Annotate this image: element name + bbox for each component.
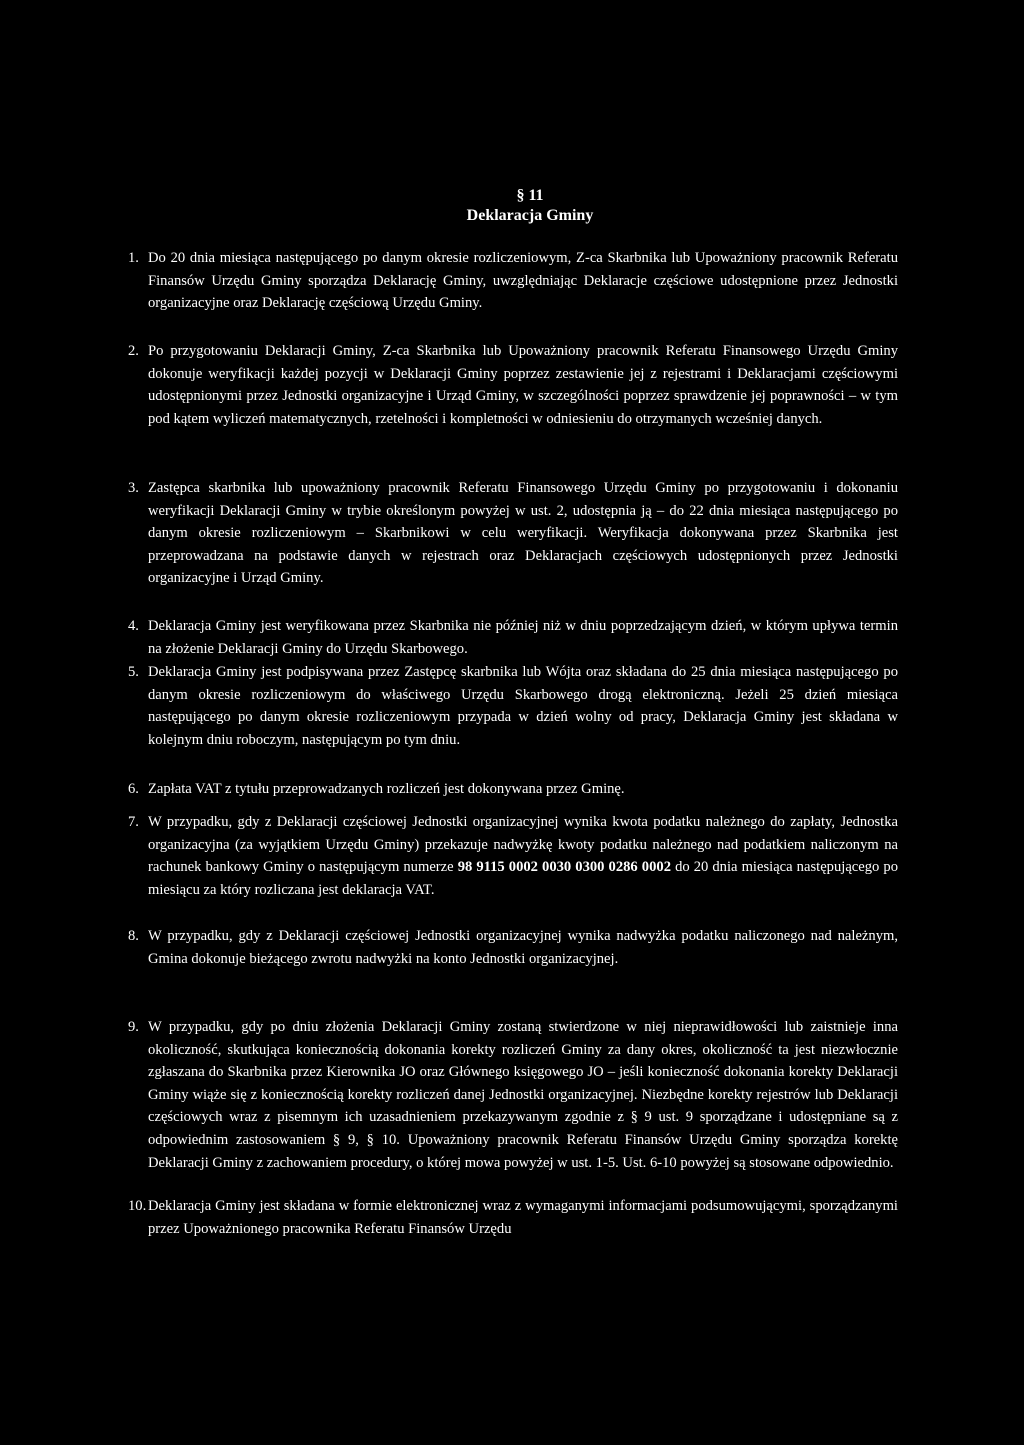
paragraph-text: Deklaracja Gminy jest składana w formie elektronicznej wraz z wymaganymi informacjami podsumowującymi, sporządzanymi przez Upoważnionego pracownika Referatu Finansów Urzędu	[148, 1198, 898, 1237]
bank-account-number: 98 9115 0002 0030 0300 0286 0002	[457, 859, 671, 876]
paragraph-text: Po przygotowaniu Deklaracji Gminy, Z-ca Skarbnika lub Upoważniony pracownik Referatu Finansowego Urzędu Gminy dokonuje weryfikacji każdej pozycji w Deklaracji Gminy poprzez zestawienie jej z rejestrami i Deklaracjami częściowymi udostępnionymi przez Jednostki organizacyjne i Urząd Gminy, w szczególności poprzez sprawdzenie jej poprawności – w tym pod kątem wyliczeń matematycznych, rzetelności i kompletności w odniesieniu do otrzymanych wcześniej danych.	[148, 343, 898, 427]
paragraph-text: Zapłata VAT z tytułu przeprowadzanych rozliczeń jest dokonywana przez Gminę.	[148, 781, 625, 797]
paragraph-number: 2.	[128, 343, 139, 359]
paragraph-text: W przypadku, gdy po dniu złożenia Deklaracji Gminy zostaną stwierdzone w niej nieprawidłowości lub zaistnieje inna okoliczność, skutkująca koniecznością dokonania korekty rozliczeń Gminy za dany okres, okoliczność ta jest niezwłocznie zgłaszana do Skarbnika przez Kierownika JO oraz Głównego księgowego JO – jeśli konieczność dokonania korekty Deklaracji Gminy wiąże się z koniecznością korekty rozliczeń danej Jednostki organizacyjnej. Niezbędne korekty rejestrów lub Deklaracji częściowych wraz z pisemnym ich uzasadnieniem przekazywanym zgodnie z § 9 ust. 9 sporządzane i udostępniane są z odpowiednim zastosowaniem § 9, § 10. Upoważniony pracownik Referatu Finansów Urzędu Gminy sporządza korektę Deklaracji Gminy z zachowaniem procedury, o której mowa powyżej w ust. 1-5. Ust. 6-10 powyżej są stosowane odpowiednio.	[148, 1019, 898, 1171]
paragraph-number: 5.	[128, 664, 139, 680]
paragraph-number: 9.	[128, 1019, 139, 1035]
paragraph-text: Zastępca skarbnika lub upoważniony pracownik Referatu Finansowego Urzędu Gminy po przygotowaniu i dokonaniu weryfikacji Deklaracji Gminy w trybie określonym powyżej w ust. 2, udostępnia ją – do 22 dnia miesiąca następującego po danym okresie rozliczeniowym – Skarbnikowi w celu weryfikacji. Weryfikacja dokonywana przez Skarbnika jest przeprowadzana na podstawie danych w rejestrach oraz Deklaracjach częściowych udostępnionych przez Jednostki organizacyjne i Urząd Gminy.	[148, 480, 898, 587]
paragraph-text-before: W przypadku, gdy z Deklaracji częściowej Jednostki organizacyjnej wynika kwota podatku należnego do zapłaty, Jednostka organizacyjna (za wyjątkiem Urzędu Gminy) przekazuje nadwyżkę kwoty podatku należnego nad podatkiem naliczonym na rachunek bankowy Gminy o następującym numerze	[148, 814, 898, 876]
paragraph-text: Deklaracja Gminy jest podpisywana przez Zastępcę skarbnika lub Wójta oraz składana do 25 dnia miesiąca następującego po danym okresie rozliczeniowym do właściwego Urzędu Skarbowego drogą elektroniczną. Jeżeli 25 dzień miesiąca następującego po danym okresie rozliczeniowym przypada w dzień wolny od pracy, Deklaracja Gminy jest składana w kolejnym dniu roboczym, następującym po tym dniu.	[148, 664, 898, 748]
paragraph-number: 6.	[128, 781, 139, 797]
section-number: § 11	[516, 187, 544, 204]
paragraph-text	[148, 811, 898, 901]
paragraph-text: Do 20 dnia miesiąca następującego po danym okresie rozliczeniowym, Z-ca Skarbnika lub Upoważniony pracownik Referatu Finansów Urzędu Gminy sporządza Deklarację Gminy, uwzględniając Deklaracje częściowe udostępnione przez Jednostki organizacyjne oraz Deklarację częściową Urzędu Gminy.	[148, 250, 898, 312]
paragraph-number: 8.	[128, 928, 139, 944]
paragraph-text: Deklaracja Gminy jest weryfikowana przez Skarbnika nie później niż w dniu poprzedzającym dzień, w którym upływa termin na złożenie Deklaracji Gminy do Urzędu Skarbowego.	[148, 618, 898, 657]
paragraph-number: 7.	[128, 814, 139, 830]
paragraph-text-after: do 20 dnia miesiąca następującego po miesiącu za który rozliczana jest deklaracja VAT.	[148, 859, 899, 898]
paragraph-text: W przypadku, gdy z Deklaracji częściowej Jednostki organizacyjnej wynika nadwyżka podatku naliczonego nad należnym, Gmina dokonuje bieżącego zwrotu nadwyżki na konto Jednostki organizacyjnej.	[148, 928, 898, 967]
paragraph-number: 4.	[128, 618, 139, 634]
paragraph-number: 10.	[128, 1198, 147, 1214]
paragraph-number: 3.	[128, 480, 139, 496]
paragraph-number: 1.	[128, 250, 139, 266]
section-title: Deklaracja Gminy	[466, 207, 594, 224]
